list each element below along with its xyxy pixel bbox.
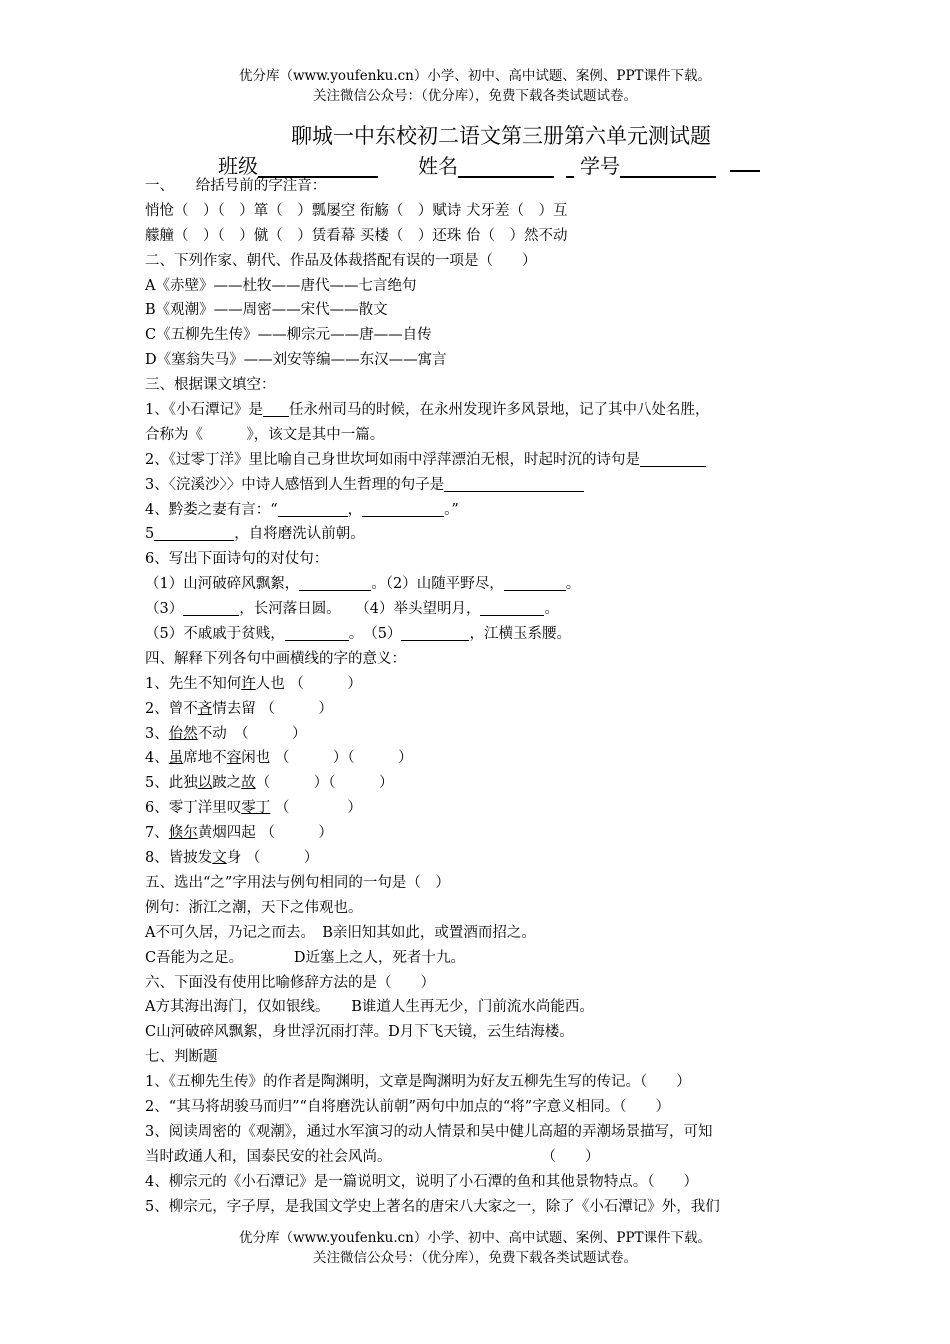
section-4-item-5: 5、此独以跛之故（ ）（ ） (145, 775, 394, 792)
fill-blank[interactable] (444, 475, 584, 492)
fill-blank[interactable] (154, 524, 234, 541)
page-title: 聊城一中东校初二语文第三册第六单元测试题 (291, 124, 711, 148)
class-label: 班级 (218, 154, 258, 178)
section-5-heading: 五、选出“之”字用法与例句相同的一句是（ ） (145, 874, 450, 891)
section-7-judge-4: 4、柳宗元的《小石潭记》是一篇说明文，说明了小石潭的鱼和其他景物特点。（ ） (145, 1173, 698, 1190)
fill-blank[interactable] (183, 599, 239, 616)
section-3-heading: 三、根据课文填空： (145, 377, 276, 394)
section-6-options-ab: A方其海出海门，仅如银线。 B谁道人生再无少，门前流水尚能西。 (145, 999, 594, 1016)
fill-blank[interactable] (299, 574, 371, 591)
section-1-heading: 一、 给括号前的字注音： (145, 178, 327, 194)
section-4-item-8: 8、皆披发文身 （ ） (145, 850, 319, 867)
section-7-judge-5: 5、柳宗元，字子厚，是我国文学史上著名的唐宋八大家之一，除了《小石潭记》外，我们 (145, 1198, 720, 1215)
fill-blank[interactable] (285, 624, 349, 641)
section-3-q5: 5 ，自将磨洗认前朝。 (145, 526, 365, 543)
page-footer (0, 1228, 950, 1268)
fill-blank[interactable] (401, 624, 469, 641)
section-6-heading: 六、下面没有使用比喻修辞方法的是（ ） (145, 974, 435, 991)
section-3-pair-5-6: （5）不戚戚于贫贱， 。 （5） ，江横玉系腰。 (145, 626, 571, 643)
section-7-heading: 七、判断题 (145, 1049, 218, 1066)
fill-blank[interactable] (263, 400, 289, 417)
number-label: 学号 (580, 154, 620, 178)
fill-blank[interactable] (480, 599, 544, 616)
section-2-option-d: D《塞翁失马》——刘安等编——东汉——寓言 (145, 352, 447, 369)
section-5-options-ab: A不可久居，乃记之而去。 B亲旧知其如此，或置酒而招之。 (145, 924, 536, 941)
fill-blank[interactable] (362, 500, 444, 517)
section-4-item-1: 1、先生不知何许人也 （ ） (145, 675, 362, 692)
name-label: 姓名 (418, 154, 458, 178)
section-3-pair-3-4: （3） ，长河落日圆。 （4）举头望明月， 。 (145, 601, 559, 618)
header-line-1: 优分库（www.youfenku.cn）小学、初中、高中试题、案例、PPT课件下载。 (238, 68, 712, 84)
section-3-q6: 6、写出下面诗句的对仗句： (145, 551, 329, 568)
section-6-options-cd: C山河破碎风飘絮，身世浮沉雨打萍。D月下飞天镜，云生结海楼。 (145, 1024, 574, 1041)
fill-blank[interactable] (504, 574, 566, 591)
section-7-judge-3: 3、阅读周密的《观潮》，通过水军演习的动人情景和吴中健儿高超的弄潮场景描写，可知 (145, 1123, 713, 1140)
section-2-option-b: B《观潮》——周密——宋代——散文 (145, 302, 388, 319)
section-3-q4: 4、黔娄之妻有言：“ ， 。” (145, 501, 459, 518)
page-header (0, 66, 950, 106)
section-4-item-3: 3、佁然不动 （ ） (145, 725, 307, 742)
section-7-judge-3-cont: 当时政通人和，国泰民安的社会风尚。 （ ） (145, 1148, 600, 1165)
section-4-item-4: 4、虽席地不容闲也 （ ）（ ） (145, 750, 413, 767)
section-1-row-2: 艨艟（ ）（ ）僦（ ）赁看幕 买楼（ ）还珠 佁（ ）然不动 (145, 227, 568, 244)
section-4-item-7: 7、倏尔黄烟四起 （ ） (145, 825, 333, 842)
section-5-example: 例句：浙江之潮，天下之伟观也。 (145, 899, 363, 916)
fill-blank[interactable] (278, 500, 348, 517)
section-3-q2: 2、《过零丁洋》里比喻自己身世坎坷如雨中浮萍漂泊无根，时起时沉的诗句是 (145, 448, 825, 473)
section-7-judge-1: 1、《五柳先生传》的作者是陶渊明，文章是陶渊明为好友五柳先生写的传记。（ ） (145, 1074, 691, 1091)
section-1-row-1: 悄怆（ ）（ ）箪（ ）瓢屡空 衔觞（ ）赋诗 犬牙差（ ）互 (145, 202, 568, 219)
section-7-judge-2: 2、“其马将胡骏马而归”“自将磨洗认前朝”两句中加点的“将”字意义相同。（ ） (145, 1098, 670, 1115)
section-5-options-cd: C吾能为之足。 D近塞上之人，死者十九。 (145, 949, 465, 966)
section-4-item-6: 6、零丁洋里叹零丁 （ ） (145, 800, 362, 817)
section-3-q3: 3、〈浣溪沙〉〉中诗人感悟到人生哲理的句子是 (145, 473, 825, 498)
section-3-q1-cont: 合称为《 》，该文是其中一篇。 (145, 426, 385, 443)
fill-blank[interactable] (640, 450, 706, 467)
section-2-option-c: C《五柳先生传》——柳宗元——唐——自传 (145, 327, 432, 344)
section-3-pair-1-2: （1）山河破碎风飘絮， 。（2）山随平野尽， 。 (145, 576, 581, 593)
header-line-2: 关注微信公众号：（优分库），免费下载各类试题试卷。 (313, 88, 637, 104)
section-2-option-a: A《赤壁》——杜牧——唐代——七言绝句 (145, 277, 417, 294)
section-2-heading: 二、下列作家、朝代、作品及体裁搭配有误的一项是（ ） (145, 252, 537, 269)
footer-line-2: 关注微信公众号：（优分库），免费下载各类试题试卷。 (313, 1250, 637, 1266)
footer-line-1: 优分库（www.youfenku.cn）小学、初中、高中试题、案例、PPT课件下载。 (238, 1230, 712, 1246)
section-4-heading: 四、解释下列各句中画横线的字的意义： (145, 650, 406, 667)
section-4-item-2: 2、曾不吝情去留 （ ） (145, 700, 333, 717)
exam-body (145, 174, 825, 1219)
section-3-q1: 1、《小石潭记》是 任永州司马的时候，在永州发现许多风景地，记了其中八处名胜， (145, 402, 710, 419)
